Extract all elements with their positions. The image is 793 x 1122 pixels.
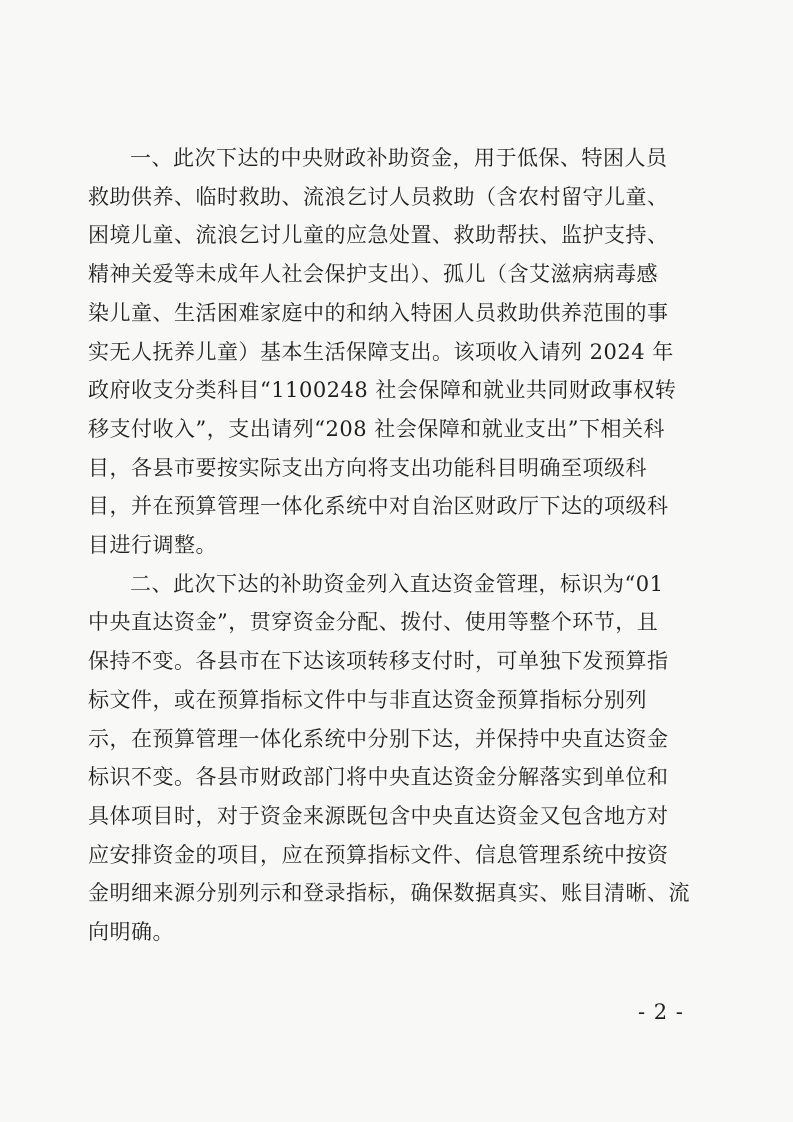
text-line: 救助供养、临时救助、流浪乞讨人员救助（含农村留守儿童、	[88, 184, 669, 209]
text-line: 二、此次下达的补助资金列入直达资金管理，标识为“01	[130, 571, 664, 596]
text-line: 示，在预算管理一体化系统中分别下达，并保持中央直达资金	[88, 726, 669, 751]
text-line: 困境儿童、流浪乞讨儿童的应急处置、救助帮扶、监护支持、	[88, 223, 669, 248]
text-line: 具体项目时，对于资金来源既包含中央直达资金又包含地方对	[88, 803, 669, 828]
text-line: 一、此次下达的中央财政补助资金，用于低保、特困人员	[130, 146, 668, 170]
text-line: 标识不变。各县市财政部门将中央直达资金分解落实到单位和	[88, 765, 669, 790]
text-line: 金明细来源分别列示和登录指标，确保数据真实、账目清晰、流	[88, 881, 690, 906]
text-line: 中央直达资金”，贯穿资金分配、拨付、使用等整个环节，且	[88, 610, 659, 635]
text-line: 染儿童、生活困难家庭中的和纳入特困人员救助供养范围的事	[88, 300, 669, 325]
paragraph-direct-fund-management	[88, 565, 708, 952]
text-line: 保持不变。各县市在下达该项转移支付时，可单独下发预算指	[88, 649, 669, 674]
text-line: 实无人抚养儿童）基本生活保障支出。该项收入请列 2024 年	[88, 339, 674, 364]
text-line: 标文件，或在预算指标文件中与非直达资金预算指标分别列	[88, 687, 647, 712]
text-line: 向明确。	[88, 920, 174, 945]
page-number: - 2 -	[638, 1000, 684, 1024]
text-line: 目进行调整。	[88, 533, 217, 558]
text-line: 目，并在预算管理一体化系统中对自治区财政厅下达的项级科	[88, 494, 669, 519]
document-body	[88, 139, 708, 952]
text-line: 精神关爱等未成年人社会保护支出）、孤儿（含艾滋病病毒感	[88, 262, 658, 287]
text-line: 应安排资金的项目，应在预算指标文件、信息管理系统中按资	[88, 842, 669, 867]
text-line: 目，各县市要按实际支出方向将支出功能科目明确至项级科	[88, 455, 647, 480]
text-line: 政府收支分类科目“1100248 社会保障和就业共同财政事权转	[88, 378, 677, 403]
paragraph-central-subsidy-use	[88, 139, 708, 565]
text-line: 移支付收入”，支出请列“208 社会保障和就业支出”下相关科	[88, 416, 665, 441]
